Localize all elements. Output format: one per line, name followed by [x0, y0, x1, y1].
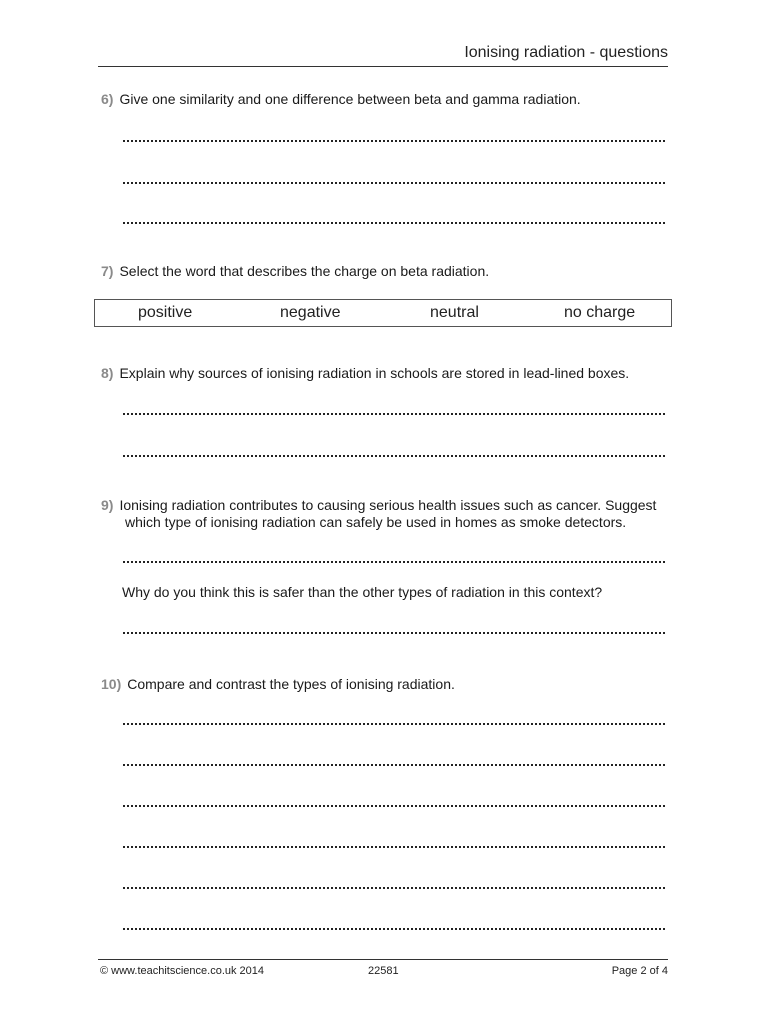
answer-line[interactable] — [123, 805, 665, 807]
question-8 — [101, 365, 681, 382]
question-7 — [101, 263, 681, 280]
question-7-number: 7) — [101, 263, 114, 279]
answer-line[interactable] — [123, 455, 665, 457]
question-6-number: 6) — [101, 91, 114, 107]
answer-line[interactable] — [123, 140, 665, 142]
answer-line[interactable] — [123, 764, 665, 766]
answer-line[interactable] — [123, 182, 665, 184]
question-9-text: Ionising radiation contributes to causing serious health issues such as cancer. Suggest — [119, 497, 657, 513]
answer-line[interactable] — [123, 723, 665, 725]
question-9-subquestion: Why do you think this is safer than the other types of radiation in this context? — [122, 584, 603, 600]
header-rule — [98, 66, 668, 67]
question-8-number: 8) — [101, 365, 114, 381]
question-9-number: 9) — [101, 497, 114, 513]
word-option-neutral[interactable]: neutral — [430, 304, 479, 321]
footer-rule — [98, 959, 668, 960]
answer-line[interactable] — [123, 561, 665, 563]
answer-line[interactable] — [123, 222, 665, 224]
footer-page-number: Page 2 of 4 — [611, 965, 668, 977]
question-8-text: Explain why sources of ionising radiation in schools are stored in lead-lined boxes. — [119, 365, 630, 381]
question-10-text: Compare and contrast the types of ionising radiation. — [127, 676, 455, 692]
word-selection-box — [94, 299, 672, 327]
question-10 — [101, 676, 681, 693]
answer-line[interactable] — [123, 928, 665, 930]
page-title: Ionising radiation - questions — [464, 44, 668, 61]
word-option-positive[interactable]: positive — [138, 304, 193, 321]
question-10-number: 10) — [101, 676, 122, 692]
footer-copyright: © www.teachitscience.co.uk 2014 — [100, 965, 265, 977]
answer-line[interactable] — [123, 632, 665, 634]
question-6-text: Give one similarity and one difference between beta and gamma radiation. — [119, 91, 581, 107]
answer-line[interactable] — [123, 887, 665, 889]
footer-resource-code: 22581 — [368, 965, 399, 977]
question-9-text-continued: which type of ionising radiation can safely be used in homes as smoke detectors. — [125, 514, 627, 530]
answer-line[interactable] — [123, 413, 665, 415]
question-6 — [101, 91, 681, 108]
word-option-no-charge[interactable]: no charge — [564, 304, 636, 321]
word-option-negative[interactable]: negative — [280, 304, 341, 321]
question-9 — [101, 497, 681, 514]
answer-line[interactable] — [123, 846, 665, 848]
question-7-text: Select the word that describes the charge on beta radiation. — [119, 263, 490, 279]
